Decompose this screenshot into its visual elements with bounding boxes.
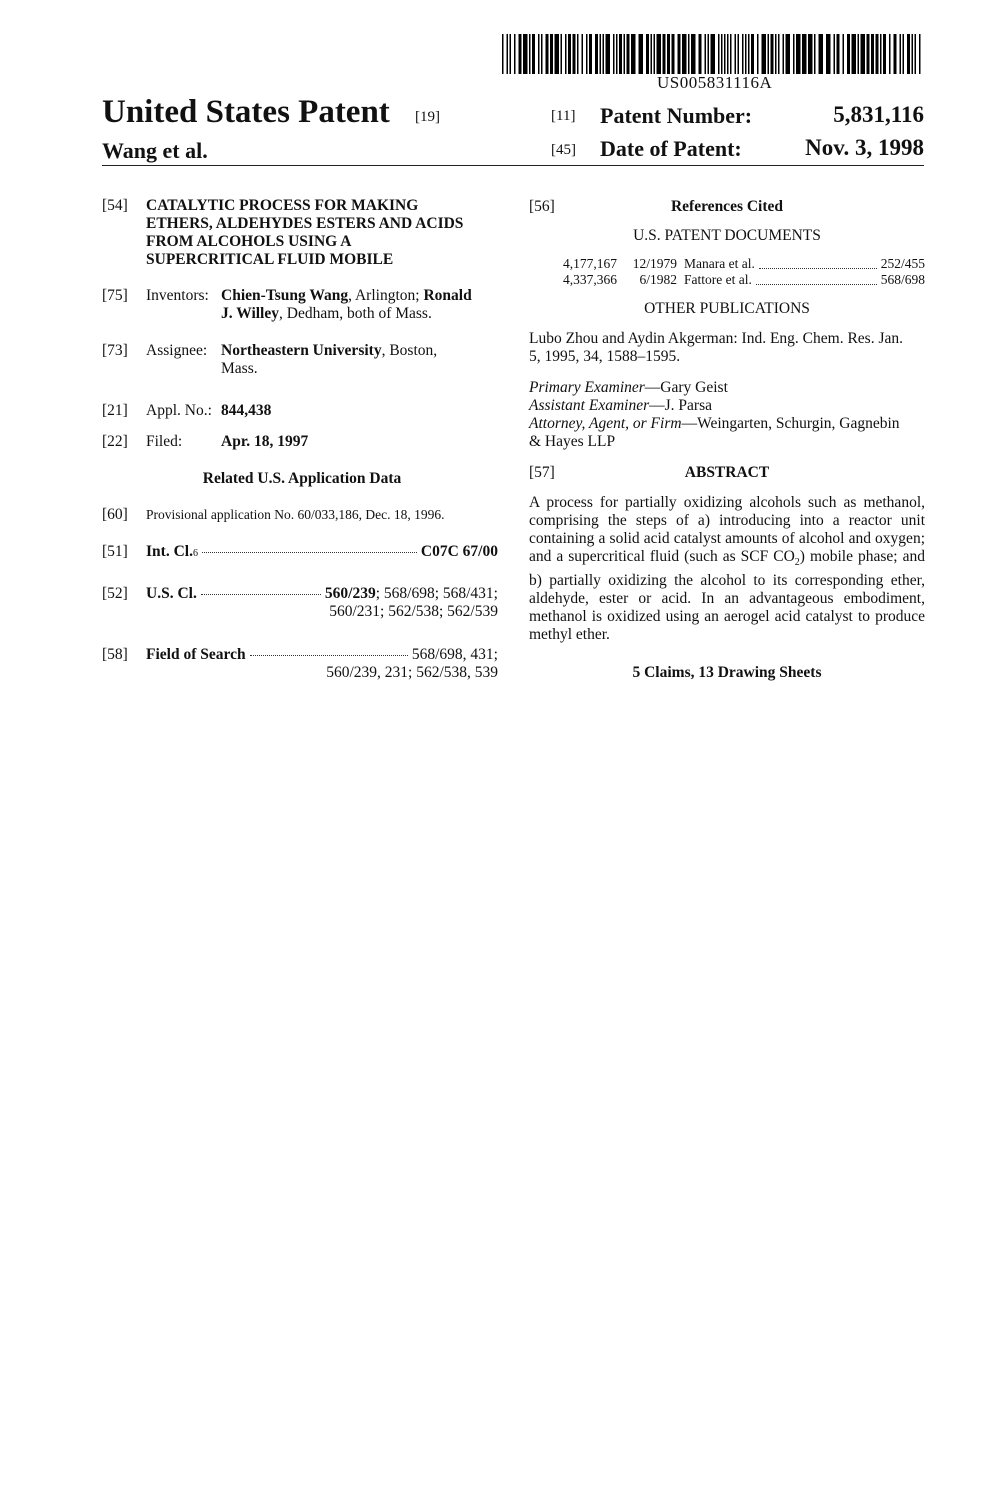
refs-tag: [56] — [529, 198, 555, 215]
us-cl-primary: 560/239 — [324, 585, 376, 602]
assignee-location: Mass. — [221, 360, 258, 377]
barcode-bar — [561, 34, 563, 74]
barcode-bar — [586, 34, 588, 74]
barcode-bar — [802, 34, 807, 74]
refs-heading: References Cited — [670, 198, 784, 215]
barcode-bar — [589, 34, 592, 74]
barcode-bar — [735, 34, 737, 74]
barcode-bar — [919, 34, 921, 74]
barcode-bar — [627, 34, 630, 74]
barcode-bar — [565, 34, 567, 74]
field-search-block — [146, 646, 498, 682]
other-pub-line: Lubo Zhou and Aydin Akgerman: Ind. Eng. Chem. Res. Jan. — [529, 330, 903, 347]
barcode-bar — [616, 34, 618, 74]
invention-title — [146, 197, 506, 269]
barcode-bar — [894, 34, 897, 74]
barcode — [502, 34, 922, 74]
abstract-subscript: 2 — [794, 557, 800, 569]
field-search-tag: [58] — [102, 646, 128, 663]
int-cl-value: C07C 67/00 — [420, 543, 498, 560]
barcode-bar — [603, 34, 605, 74]
abstract-part: ) mobile phase; and b) partially oxidizing the alcohol to its corresponding ether, aldehyde, ester or acid. In an advantageous embodiment, methanol is oxidized using an aerogel acid catalyst to produce methyl ether. — [529, 548, 925, 644]
barcode-bar — [514, 34, 516, 74]
inventor-name: Ronald — [423, 287, 472, 304]
barcode-bar — [523, 34, 528, 74]
inventor-name: Chien-Tsung Wang — [221, 287, 349, 304]
dot-leader — [250, 655, 408, 656]
barcode-bar — [793, 34, 795, 74]
barcode-bar — [724, 34, 726, 74]
assignee-tag: [73] — [102, 342, 128, 359]
barcode-bar — [867, 34, 870, 74]
date-label: Date of Patent: — [600, 136, 742, 161]
ref-number: 4,177,167 — [563, 256, 617, 271]
barcode-bar — [847, 34, 850, 74]
assignee-label: Assignee: — [146, 342, 208, 359]
ref-name: Manara et al. — [684, 256, 755, 271]
barcode-bar — [880, 34, 882, 74]
barcode-bar — [631, 34, 636, 74]
barcode-bar — [550, 34, 553, 74]
barcode-bar — [529, 34, 531, 74]
ref-class: 568/698 — [880, 272, 925, 287]
barcode-bar — [721, 34, 723, 74]
invention-title-line: ETHERS, ALDEHYDES ESTERS AND ACIDS — [146, 215, 464, 232]
barcode-bar — [619, 34, 622, 74]
date-tag: [45] — [551, 142, 576, 158]
appl-tag: [21] — [102, 402, 128, 419]
dot-leader — [759, 253, 877, 269]
claims-summary: 5 Claims, 13 Drawing Sheets — [632, 664, 822, 681]
barcode-bar — [691, 34, 696, 74]
barcode-bar — [546, 34, 549, 74]
field-search-line1: 568/698, 431; — [411, 646, 498, 663]
barcode-bar — [883, 34, 886, 74]
provisional-text: Provisional application No. 60/033,186, Dec. 18, 1996. — [146, 507, 445, 522]
barcode-bar — [577, 34, 579, 74]
barcode-bar — [672, 34, 675, 74]
other-publication — [529, 330, 925, 366]
us-docs-heading: U.S. PATENT DOCUMENTS — [633, 227, 821, 244]
barcode-bar — [819, 34, 824, 74]
us-cl-line2: 560/231; 562/538; 562/539 — [329, 603, 498, 620]
assignee-value — [221, 342, 501, 378]
barcode-bar — [699, 34, 702, 74]
barcode-bar — [900, 34, 902, 74]
barcode-bar — [606, 34, 611, 74]
patent-date: Nov. 3, 1998 — [805, 135, 924, 160]
barcode-bar — [915, 34, 917, 74]
barcode-bar — [600, 34, 602, 74]
field-search-line2: 560/239, 231; 562/538, 539 — [326, 664, 498, 681]
barcode-bar — [651, 34, 653, 74]
barcode-bar — [742, 34, 744, 74]
barcode-bar — [745, 34, 747, 74]
barcode-bar — [555, 34, 560, 74]
barcode-bar — [582, 34, 584, 74]
provisional-tag: [60] — [102, 506, 128, 523]
barcode-bar — [834, 34, 836, 74]
barcode-bar — [678, 34, 681, 74]
reference-row — [555, 272, 925, 288]
barcode-bar — [843, 34, 845, 74]
ref-date: 6/1982 — [639, 272, 677, 287]
barcode-bar — [727, 34, 729, 74]
barcode-bar — [889, 34, 891, 74]
int-cl-tag: [51] — [102, 543, 128, 560]
ref-name: Fattore et al. — [684, 272, 752, 287]
dot-leader — [201, 594, 321, 595]
invention-title-line: SUPERCRITICAL FLUID MOBILE — [146, 251, 394, 268]
barcode-bar — [613, 34, 615, 74]
barcode-bar — [663, 34, 666, 74]
barcode-bar — [667, 34, 670, 74]
barcode-bar — [688, 34, 690, 74]
barcode-bar — [837, 34, 840, 74]
inventors-label: Inventors: — [146, 287, 209, 304]
barcode-bar — [502, 34, 504, 74]
barcode-bar — [639, 34, 644, 74]
barcode-bar — [654, 34, 656, 74]
barcode-bar — [783, 34, 785, 74]
title-field-tag: [54] — [102, 197, 128, 214]
barcode-bar — [624, 34, 626, 74]
barcode-bar — [808, 34, 813, 74]
other-pubs-heading: OTHER PUBLICATIONS — [644, 300, 810, 317]
barcode-bar — [907, 34, 910, 74]
appl-number: 844,438 — [221, 402, 272, 419]
attorney-cont: & Hayes LLP — [529, 433, 616, 450]
attorney-label: Attorney, Agent, or Firm — [529, 415, 682, 432]
dot-leader — [756, 269, 877, 285]
assignee-name: Northeastern University — [221, 342, 382, 359]
us-cl-label: U.S. Cl. — [146, 585, 197, 602]
barcode-bar — [657, 34, 662, 74]
ref-number: 4,337,366 — [563, 272, 617, 287]
ref-class: 252/455 — [880, 256, 925, 271]
barcode-bar — [768, 34, 770, 74]
inventors-value — [221, 287, 501, 323]
appl-label: Appl. No.: — [146, 402, 212, 419]
assignee-location: , Boston, — [381, 342, 438, 359]
barcode-number: US005831116A — [657, 73, 773, 92]
barcode-bar — [796, 34, 801, 74]
barcode-bar — [826, 34, 831, 74]
barcode-bar — [718, 34, 720, 74]
attorney: —Weingarten, Schurgin, Gagnebin — [681, 415, 900, 432]
patent-number: 5,831,116 — [833, 102, 924, 127]
barcode-bar — [711, 34, 716, 74]
primary-examiner: —Gary Geist — [644, 379, 728, 396]
int-cl-edition: 6 — [192, 548, 198, 559]
ref-date: 12/1979 — [632, 256, 677, 271]
header-divider — [102, 165, 924, 166]
inventor-name: J. Willey — [221, 305, 279, 322]
barcode-bar — [748, 34, 750, 74]
assistant-examiner-label: Assistant Examiner — [529, 397, 650, 414]
filed-date: Apr. 18, 1997 — [221, 433, 309, 450]
barcode-bar — [705, 34, 707, 74]
abstract-tag: [57] — [529, 464, 555, 481]
barcode-bar — [708, 34, 710, 74]
barcode-bar — [682, 34, 687, 74]
barcode-bar — [814, 34, 816, 74]
barcode-bar — [738, 34, 740, 74]
barcode-bar — [778, 34, 780, 74]
related-data-heading: Related U.S. Application Data — [202, 470, 402, 487]
int-cl-label: Int. Cl. — [146, 543, 193, 560]
inventor-location: , Dedham, both of Mass. — [279, 305, 432, 322]
barcode-bar — [573, 34, 576, 74]
barcode-bar — [532, 34, 535, 74]
barcode-bar — [861, 34, 866, 74]
barcode-bar — [771, 34, 774, 74]
abstract-text — [529, 494, 925, 644]
barcode-bar — [541, 34, 543, 74]
barcode-bar — [519, 34, 522, 74]
barcode-bar — [786, 34, 791, 74]
patent-number-tag: [11] — [551, 108, 576, 124]
barcode-bar — [852, 34, 857, 74]
abstract-heading: ABSTRACT — [684, 464, 770, 481]
assistant-examiner: —J. Parsa — [649, 397, 712, 414]
barcode-bar — [595, 34, 598, 74]
barcode-bar — [646, 34, 649, 74]
barcode-bar — [903, 34, 905, 74]
invention-title-line: FROM ALCOHOLS USING A — [146, 233, 352, 250]
us-docs-list — [555, 256, 925, 288]
field-search-label: Field of Search — [146, 646, 246, 663]
us-cl-block — [146, 585, 498, 621]
barcode-bar — [871, 34, 874, 74]
barcode-bar — [507, 34, 509, 74]
invention-title-line: CATALYTIC PROCESS FOR MAKING — [146, 197, 419, 214]
title-tag: [19] — [415, 109, 440, 125]
inventors-tag: [75] — [102, 287, 128, 304]
barcode-bar — [730, 34, 732, 74]
barcode-bar — [757, 34, 759, 74]
barcode-bar — [568, 34, 571, 74]
int-cl-line — [146, 543, 498, 563]
barcode-bar — [762, 34, 767, 74]
primary-examiner-label: Primary Examiner — [529, 379, 645, 396]
us-cl-rest: ; 568/698; 568/431; — [375, 585, 498, 602]
dot-leader — [202, 552, 417, 553]
barcode-bar — [751, 34, 754, 74]
authors: Wang et al. — [102, 138, 208, 163]
barcode-bar — [858, 34, 860, 74]
inventor-location: , Arlington; — [348, 287, 424, 304]
barcode-bar — [538, 34, 540, 74]
patent-number-label: Patent Number: — [600, 103, 753, 128]
filed-label: Filed: — [146, 433, 183, 450]
patent-title: United States Patent — [102, 94, 390, 130]
abstract-part: A process for partially oxidizing alcohols such as methanol, comprising the steps of a) introducing into a reactor unit containing a solid acid catalyst amounts of alcohol and oxygen; and a supercritical fluid (such as SCF CO — [529, 494, 925, 565]
barcode-bar — [775, 34, 777, 74]
other-pub-line: 5, 1995, 34, 1588–1595. — [529, 348, 681, 365]
barcode-bar — [912, 34, 914, 74]
us-cl-tag: [52] — [102, 585, 128, 602]
barcode-bar — [876, 34, 879, 74]
examiners — [529, 379, 925, 451]
barcode-bar — [510, 34, 512, 74]
filed-tag: [22] — [102, 433, 128, 450]
